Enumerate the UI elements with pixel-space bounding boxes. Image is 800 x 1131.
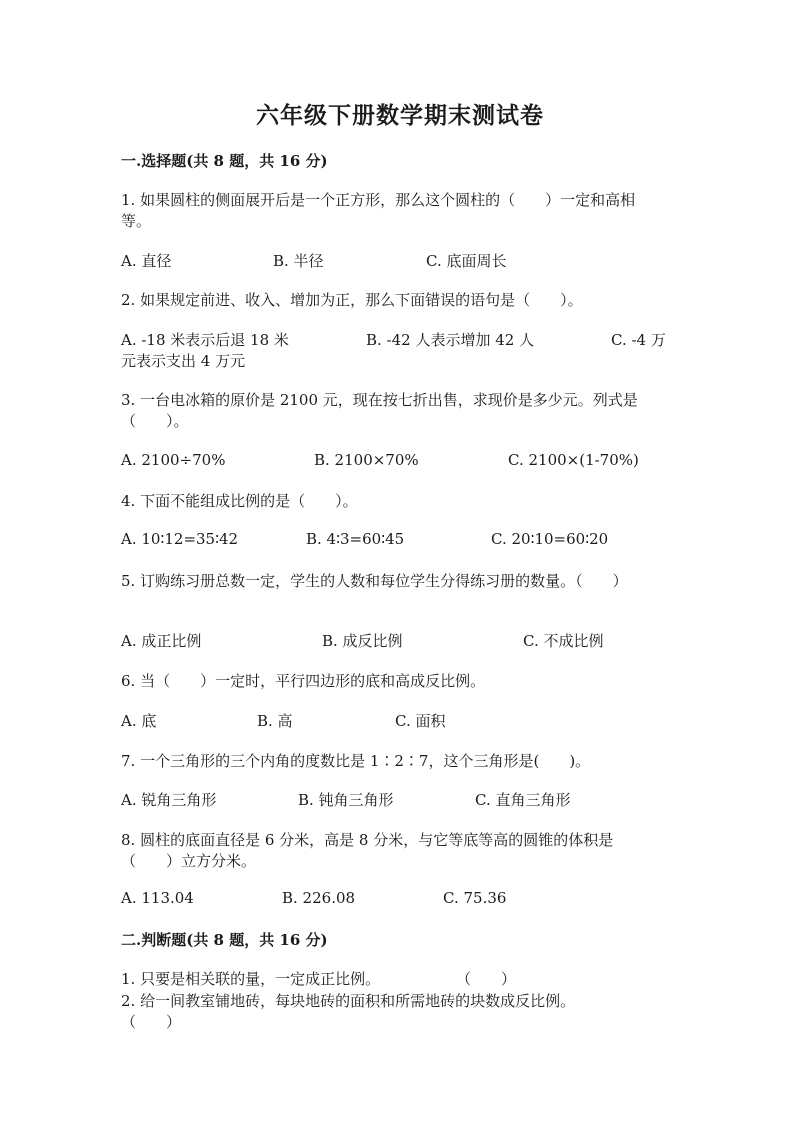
judgement-1-text: 1. 只要是相关联的量，一定成正比例。 — [121, 970, 381, 988]
question-6-option-c: C. 面积 — [395, 712, 446, 730]
question-6-option-a: A. 底 — [121, 712, 157, 730]
question-3-text-cont: （ ）。 — [121, 412, 189, 430]
question-2-option-b: B. -42 人表示增加 42 人 — [366, 331, 535, 349]
judgement-1-blank: （ ） — [456, 970, 517, 988]
question-3-text: 3. 一台电冰箱的原价是 2100 元，现在按七折出售，求现价是多少元。列式是 — [121, 391, 638, 409]
question-2-option-c-cont: 元表示支出 4 万元 — [121, 352, 246, 370]
question-7-option-a: A. 锐角三角形 — [121, 791, 217, 809]
judgement-2-blank: （ ） — [121, 1013, 182, 1031]
page-title: 六年级下册数学期末测试卷 — [256, 102, 544, 129]
question-1-option-b: B. 半径 — [273, 252, 324, 270]
question-3-option-c: C. 2100×(1-70%) — [508, 451, 639, 469]
question-5-text: 5. 订购练习册总数一定，学生的人数和每位学生分得练习册的数量。（ ） — [121, 572, 628, 590]
question-8-text: 8. 圆柱的底面直径是 6 分米，高是 8 分米，与它等底等高的圆锥的体积是 — [121, 831, 614, 849]
question-7-option-c: C. 直角三角形 — [475, 791, 571, 809]
question-4-option-a: A. 10∶12=35∶42 — [121, 530, 239, 548]
question-5-option-b: B. 成反比例 — [322, 632, 403, 650]
question-6-text: 6. 当（ ）一定时，平行四边形的底和高成反比例。 — [121, 672, 486, 690]
judgement-2-text: 2. 给一间教室铺地砖，每块地砖的面积和所需地砖的块数成反比例。 — [121, 992, 576, 1010]
question-1-text-cont: 等。 — [121, 212, 152, 230]
question-1-option-c: C. 底面周长 — [426, 252, 507, 270]
question-5-option-c: C. 不成比例 — [523, 632, 604, 650]
question-4-text: 4. 下面不能组成比例的是（ ）。 — [121, 492, 358, 510]
question-6-option-b: B. 高 — [257, 712, 293, 730]
section-heading-choice: 一.选择题(共 8 题，共 16 分) — [121, 152, 328, 170]
question-7-text: 7. 一个三角形的三个内角的度数比是 1∶2∶7，这个三角形是( )。 — [121, 752, 591, 770]
question-1-option-a: A. 直径 — [121, 252, 172, 270]
question-2-option-c: C. -4 万 — [611, 331, 666, 349]
question-3-option-a: A. 2100÷70% — [121, 451, 226, 469]
section-heading-judgement: 二.判断题(共 8 题，共 16 分) — [121, 931, 328, 949]
question-8-option-b: B. 226.08 — [282, 889, 356, 907]
question-8-option-a: A. 113.04 — [121, 889, 194, 907]
question-8-text-cont: （ ）立方分米。 — [121, 852, 257, 870]
question-2-option-a: A. -18 米表示后退 18 米 — [121, 331, 289, 349]
question-5-option-a: A. 成正比例 — [121, 632, 202, 650]
question-4-option-c: C. 20∶10=60∶20 — [491, 530, 609, 548]
question-2-text: 2. 如果规定前进、收入、增加为正，那么下面错误的语句是（ ）。 — [121, 291, 583, 309]
question-8-option-c: C. 75.36 — [443, 889, 507, 907]
question-4-option-b: B. 4∶3=60∶45 — [306, 530, 405, 548]
question-1-text: 1. 如果圆柱的侧面展开后是一个正方形，那么这个圆柱的（ ）一定和高相 — [121, 191, 636, 209]
question-3-option-b: B. 2100×70% — [314, 451, 419, 469]
question-7-option-b: B. 钝角三角形 — [298, 791, 394, 809]
